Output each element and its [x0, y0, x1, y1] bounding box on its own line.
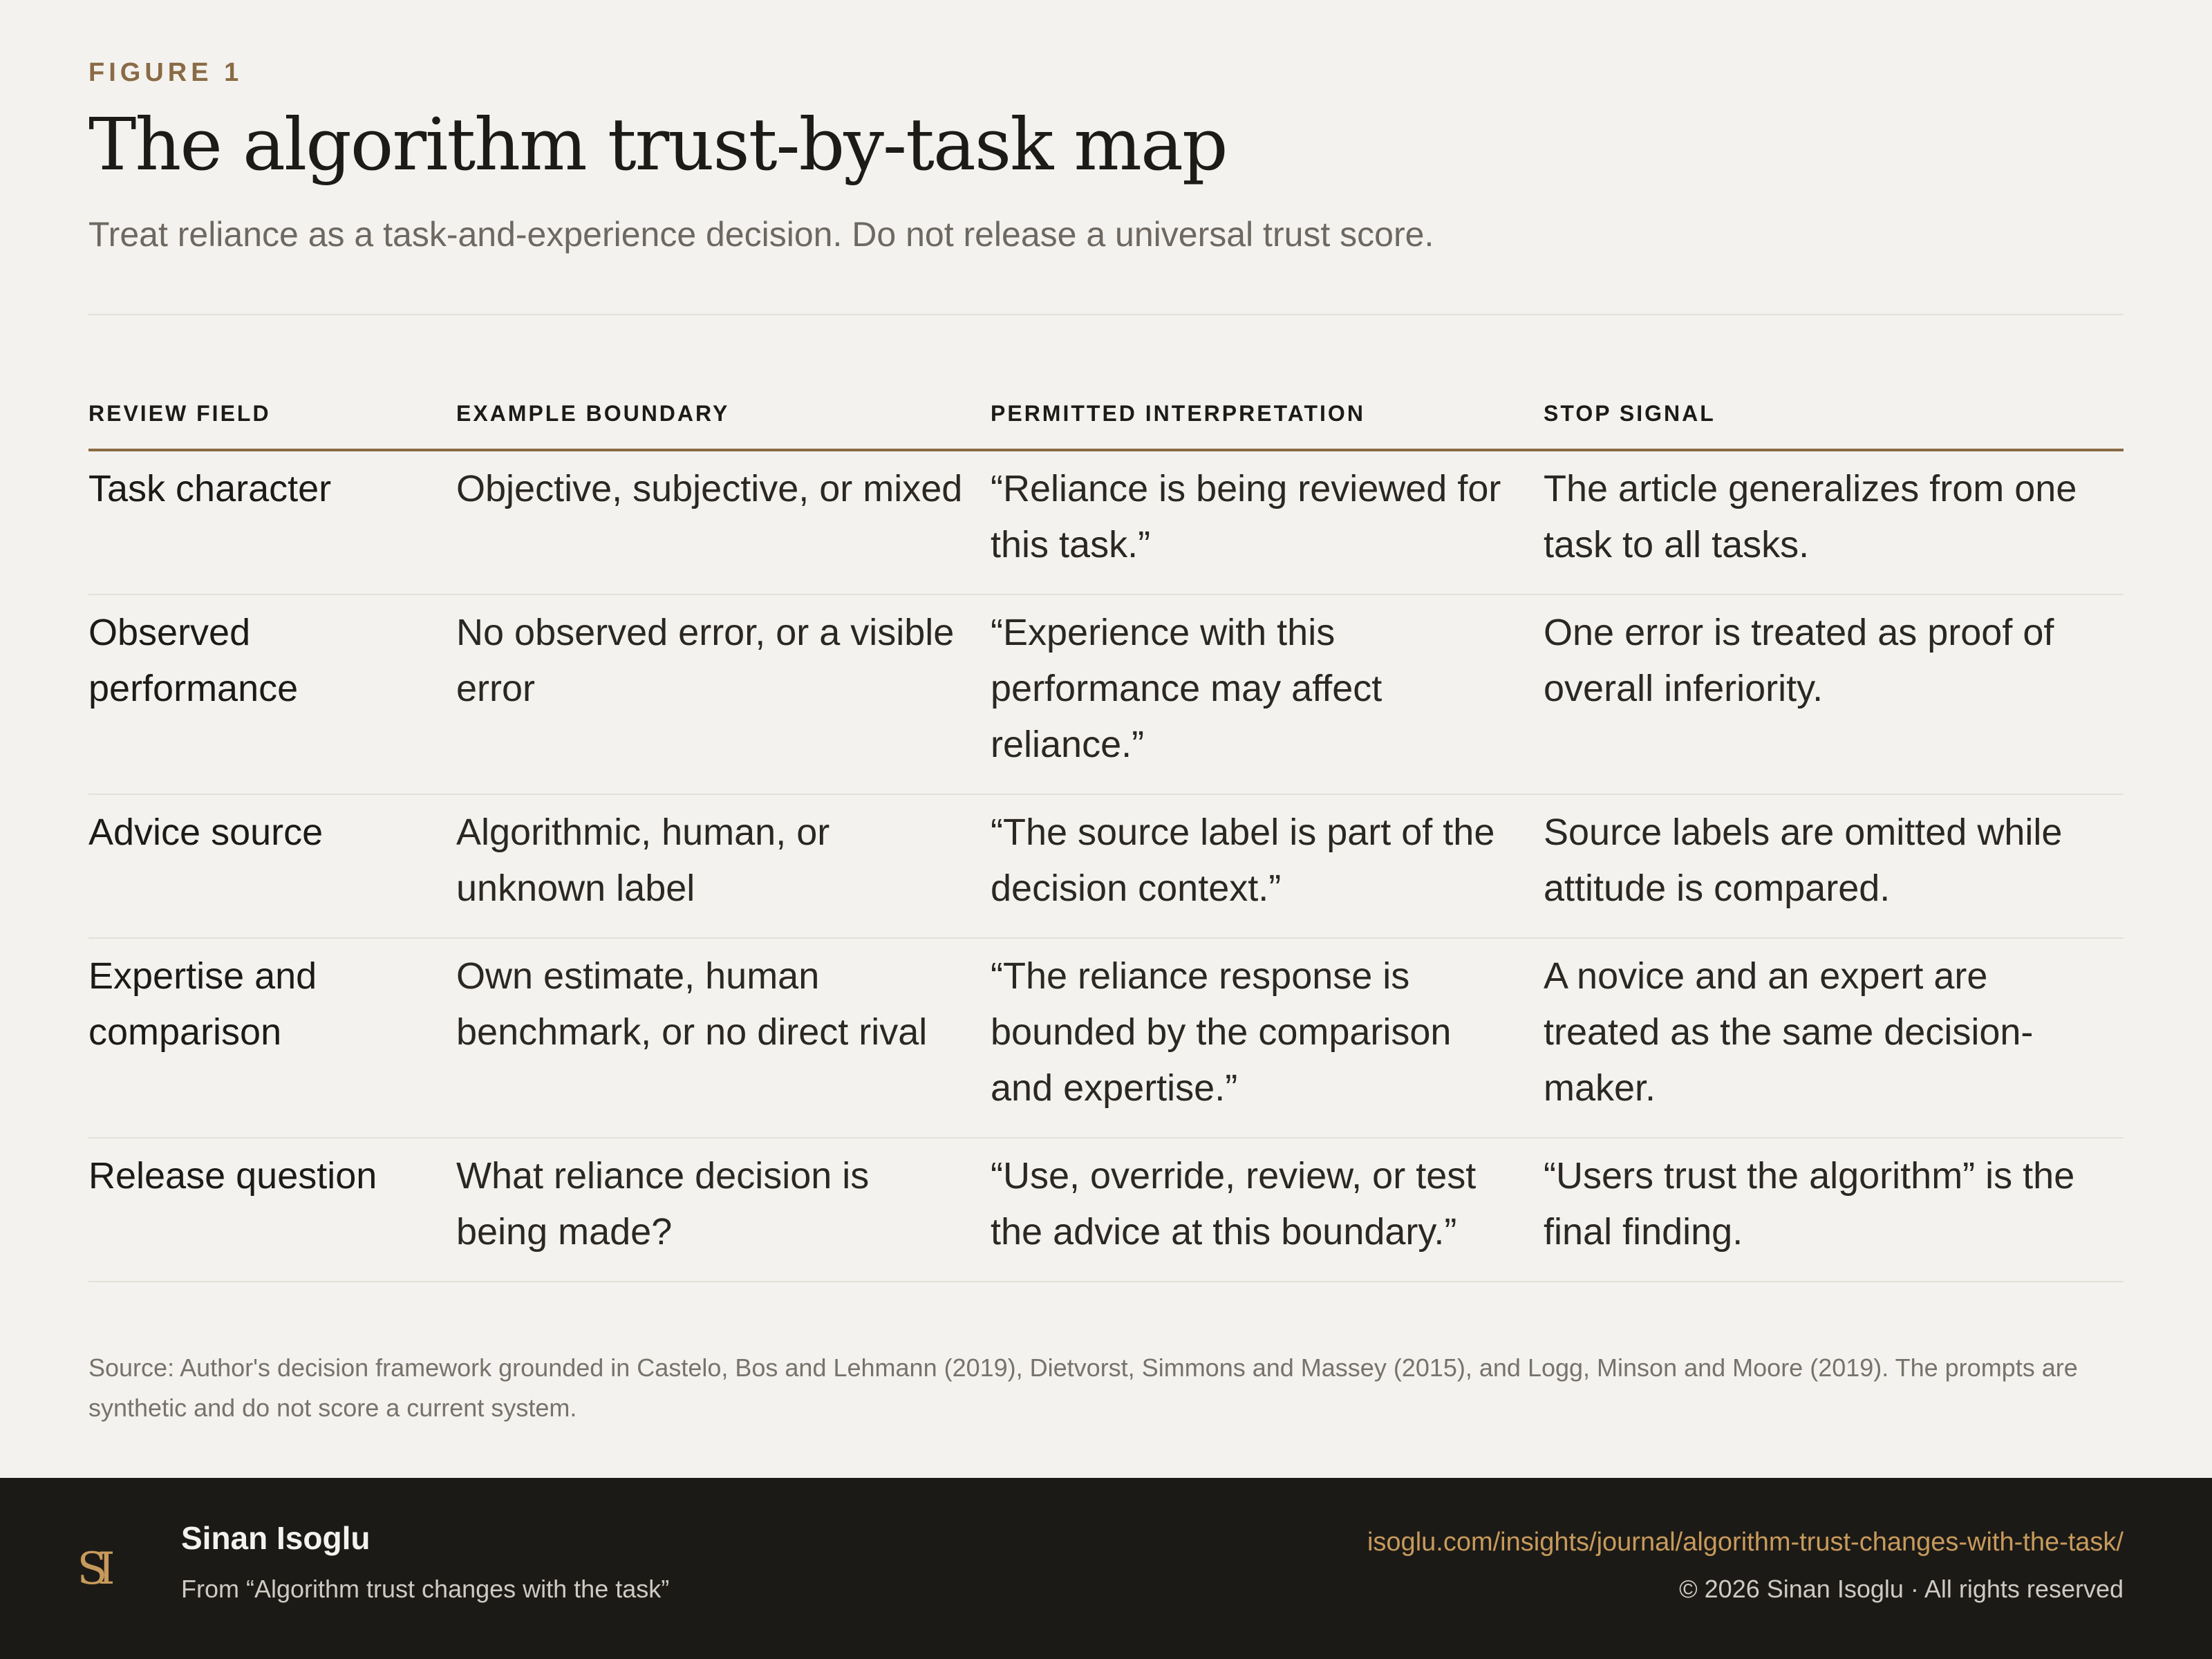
article-link[interactable]: isoglu.com/insights/journal/algorithm-trust-changes-with-the-task/ [1367, 1528, 2124, 1557]
table-row [88, 794, 2124, 938]
page-title: The algorithm trust-by-task map [88, 102, 1227, 187]
trust-map-table [88, 401, 2124, 1282]
column-header-example-boundary: EXAMPLE BOUNDARY [456, 401, 991, 450]
column-header-review-field: REVIEW FIELD [88, 401, 456, 450]
permitted-interpretation-cell: “Use, override, review, or test the advice at this boundary.” [991, 1138, 1544, 1282]
permitted-interpretation-cell: “The reliance response is bounded by the comparison and expertise.” [991, 938, 1544, 1138]
source-note: Source: Author's decision framework grounded in Castelo, Bos and Lehmann (2019), Dietvorst, Simmons and Massey (2015), and Logg, Minson and Moore (2019). The prompts are synthetic and do not score a current system. [88, 1353, 2078, 1422]
article-reference: From “Algorithm trust changes with the task” [181, 1575, 670, 1603]
table-header-row [88, 401, 2124, 450]
stop-signal-cell: Source labels are omitted while attitude is compared. [1544, 794, 2124, 938]
table-row [88, 594, 2124, 794]
column-header-permitted-interpretation: PERMITTED INTERPRETATION [991, 401, 1544, 450]
author-name: Sinan Isoglu [181, 1520, 371, 1556]
copyright-notice: © 2026 Sinan Isoglu · All rights reserved [1679, 1575, 2124, 1603]
review-field-cell: Release question [88, 1138, 456, 1282]
example-boundary-cell: Algorithmic, human, or unknown label [456, 794, 991, 938]
table-row [88, 450, 2124, 594]
stop-signal-cell: “Users trust the algorithm” is the final finding. [1544, 1138, 2124, 1282]
table-row [88, 1138, 2124, 1282]
divider [88, 314, 2124, 315]
stop-signal-cell: The article generalizes from one task to all tasks. [1544, 450, 2124, 594]
figure-label: FIGURE 1 [88, 58, 243, 87]
review-field-cell: Expertise and comparison [88, 938, 456, 1138]
review-field-cell: Advice source [88, 794, 456, 938]
stop-signal-cell: One error is treated as proof of overall inferiority. [1544, 594, 2124, 794]
review-field-cell: Task character [88, 450, 456, 594]
example-boundary-cell: Objective, subjective, or mixed [456, 450, 991, 594]
footer-bar [0, 1478, 2212, 1659]
column-header-stop-signal: STOP SIGNAL [1544, 401, 2124, 450]
example-boundary-cell: Own estimate, human benchmark, or no direct rival [456, 938, 991, 1138]
example-boundary-cell: No observed error, or a visible error [456, 594, 991, 794]
permitted-interpretation-cell: “Reliance is being reviewed for this task.” [991, 450, 1544, 594]
example-boundary-cell: What reliance decision is being made? [456, 1138, 991, 1282]
review-field-cell: Observed performance [88, 594, 456, 794]
stop-signal-cell: A novice and an expert are treated as the same decision-maker. [1544, 938, 2124, 1138]
permitted-interpretation-cell: “Experience with this performance may affect reliance.” [991, 594, 1544, 794]
table-row [88, 938, 2124, 1138]
page-subtitle: Treat reliance as a task-and-experience decision. Do not release a universal trust score. [88, 215, 1434, 254]
monogram-logo-icon: SI [77, 1544, 106, 1595]
permitted-interpretation-cell: “The source label is part of the decision context.” [991, 794, 1544, 938]
